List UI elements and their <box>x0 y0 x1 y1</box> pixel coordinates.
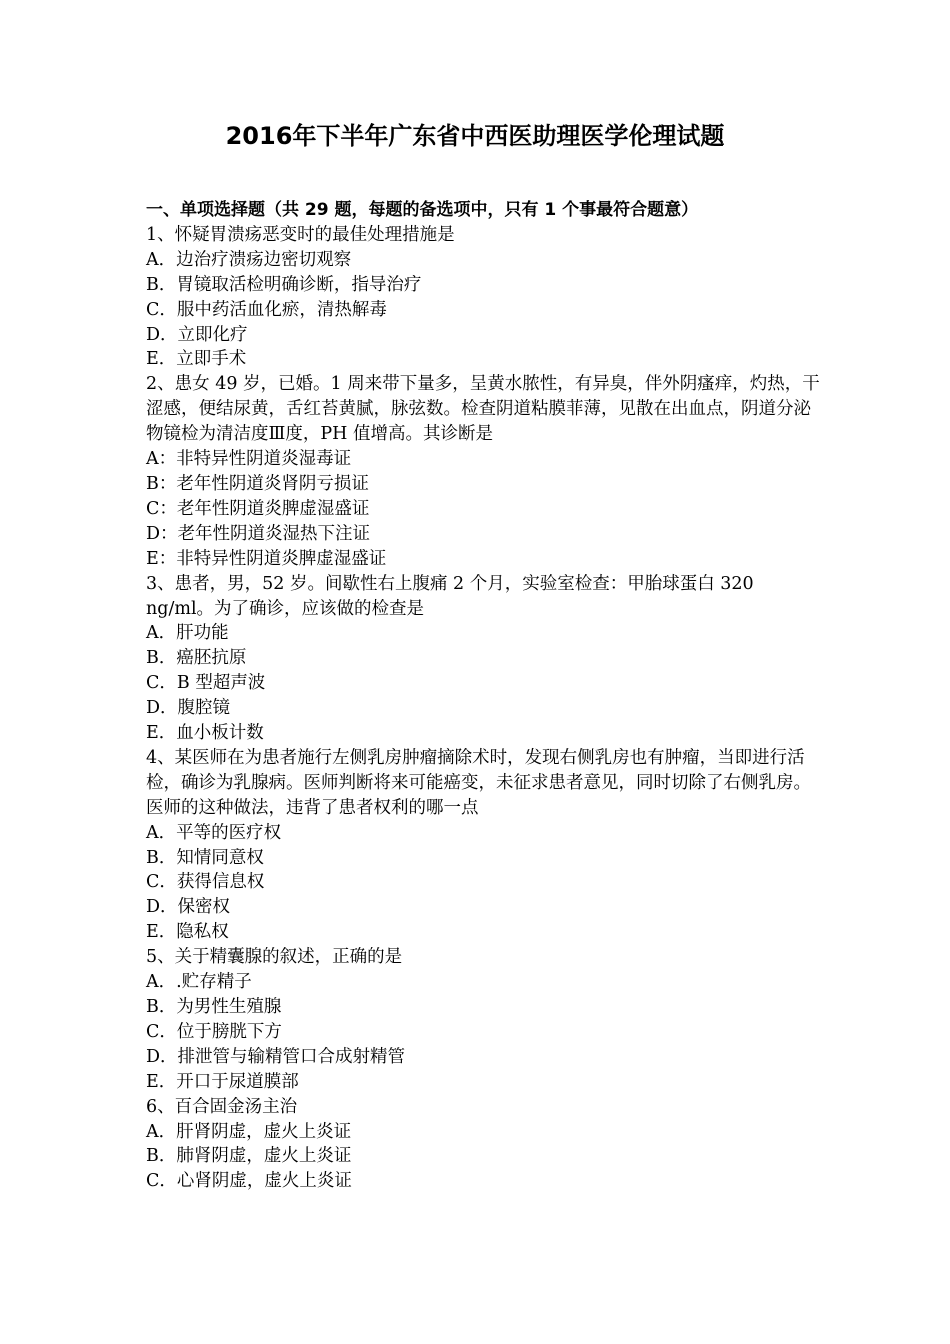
answer-option: B．胃镜取活检明确诊断，指导治疗 <box>146 274 422 295</box>
answer-option: B．为男性生殖腺 <box>146 997 282 1017</box>
answer-option: E：非特异性阴道炎脾虚湿盛证 <box>146 548 387 569</box>
answer-option: D．腹腔镜 <box>146 698 231 719</box>
question-stem: 2、患女 49 岁，已婚。1 周来带下量多，呈黄水脓性，有异臭，伴外阴瘙痒，灼热，干涩感，便结尿黄，舌红苔黄腻，脉弦数。检查阴道粘膜菲薄，见散在出血点，阴道分泌物镜检为清洁度Ⅲ度，PH 值增高。其诊断是 <box>146 374 820 445</box>
question-stem: 1、怀疑胃溃疡恶变时的最佳处理措施是 <box>146 224 455 245</box>
question-stem: 5、关于精囊腺的叙述，正确的是 <box>146 947 403 968</box>
answer-option: A．.贮存精子 <box>146 972 252 993</box>
answer-option: D．立即化疗 <box>146 324 248 345</box>
question-6 <box>146 1095 820 1195</box>
question-stem: 6、百合固金汤主治 <box>146 1096 298 1117</box>
answer-option: B．癌胚抗原 <box>146 648 247 669</box>
question-3 <box>146 572 820 746</box>
question-5 <box>146 945 820 1094</box>
answer-option: A．边治疗溃疡边密切观察 <box>146 249 352 270</box>
question-stem: 3、患者，男，52 岁。间歇性右上腹痛 2 个月，实验室检查：甲胎球蛋白 320 ng/ml。为了确诊，应该做的检查是 <box>146 573 754 619</box>
answer-option: D．保密权 <box>146 897 231 918</box>
answer-option: A：非特异性阴道炎湿毒证 <box>146 449 352 470</box>
page-title: 2016年下半年广东省中西医助理医学伦理试题 <box>225 122 725 150</box>
answer-option: C．心肾阴虚，虚火上炎证 <box>146 1171 352 1192</box>
answer-option: E．开口于尿道膜部 <box>146 1071 299 1092</box>
section-heading: 一、单项选择题（共 29 题，每题的备选项中，只有 1 个事最符合题意） <box>146 200 699 220</box>
question-stem: 4、某医师在为患者施行左侧乳房肿瘤摘除术时，发现右侧乳房也有肿瘤，当即进行活检，确诊为乳腺病。医师判断将来可能癌变，未征求患者意见，同时切除了右侧乳房。医师的这种做法，违背了患者权利的哪一点 <box>146 747 811 818</box>
answer-option: B．肺肾阴虚，虚火上炎证 <box>146 1146 352 1167</box>
answer-option: E．血小板计数 <box>146 723 264 744</box>
exam-content <box>146 198 820 1194</box>
answer-option: A．肝功能 <box>146 623 229 644</box>
answer-option: E．隐私权 <box>146 922 229 943</box>
answer-option: C：老年性阴道炎脾虚湿盛证 <box>146 498 370 519</box>
answer-option: A．肝肾阴虚，虚火上炎证 <box>146 1121 352 1142</box>
answer-option: B：老年性阴道炎肾阴亏损证 <box>146 473 369 494</box>
answer-option: D：老年性阴道炎湿热下注证 <box>146 523 371 544</box>
answer-option: C．B 型超声波 <box>146 673 266 694</box>
answer-option: C．获得信息权 <box>146 872 265 893</box>
question-1 <box>146 223 820 372</box>
answer-option: A．平等的医疗权 <box>146 822 282 843</box>
answer-option: C．服中药活血化瘀，清热解毒 <box>146 299 387 320</box>
answer-option: C．位于膀胱下方 <box>146 1021 282 1042</box>
answer-option: B．知情同意权 <box>146 847 264 868</box>
question-2 <box>146 372 820 571</box>
question-4 <box>146 746 820 945</box>
answer-option: E．立即手术 <box>146 349 247 370</box>
answer-option: D．排泄管与输精管口合成射精管 <box>146 1046 406 1067</box>
